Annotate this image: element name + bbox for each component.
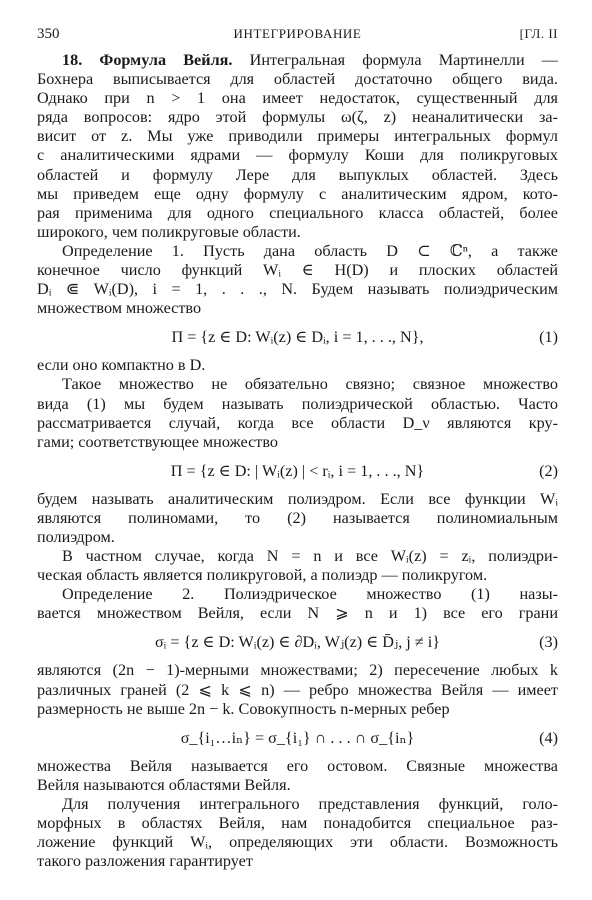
text-line: ложение функций Wᵢ, определяющих эти области. Возможность: [37, 833, 558, 852]
equation-number: (2): [539, 461, 558, 480]
paragraph-analytic-polyhedron: [37, 490, 558, 547]
text-line: вида (1) мы будем называть полиэдрической областью. Часто: [37, 394, 558, 413]
text-line: вается множеством Вейля, если N ⩾ n и 1) все его грани: [37, 604, 558, 623]
text-line: являются полиномами, то (2) называется полиномиальным: [37, 508, 558, 527]
page-body: [37, 51, 558, 871]
text-line: Определение 1. Пусть дана область D ⊂ ℂⁿ, а также: [62, 241, 558, 260]
text-line: рассматривается случай, когда все области D_ν являются кру-: [37, 413, 558, 432]
paragraph-weyl-formula: [37, 51, 558, 242]
equation-1: [37, 324, 558, 351]
paragraph-compact: [37, 356, 558, 375]
definition-1: [37, 242, 558, 318]
text-line: ческая область является поликруговой, а полиэдр — поликругом.: [37, 566, 488, 585]
text-line: будем называть аналитическим полиэдром. Если все функции Wᵢ: [37, 489, 558, 508]
text-line: размерность не выше 2n − k. Совокупность n-мерных ребер: [37, 699, 450, 718]
text-line: областей и формулу Лере для выпуклых областей. Здесь: [37, 165, 558, 184]
text-line: с аналитическими ядрами — формулу Коши для поликруговых: [37, 146, 558, 165]
chapter-label: [ГЛ. II: [519, 26, 558, 41]
text-line: мы приведем еще одну формулу с аналитическим ядром, кото-: [37, 184, 558, 203]
definition-2: [37, 585, 558, 623]
running-title: ИНТЕГРИРОВАНИЕ: [233, 26, 362, 41]
text-line: различных граней (2 ⩽ k ⩽ n) — ребро множества Вейля — имеет: [37, 680, 558, 699]
text-line: морфных в областях Вейля, нам понадобится специальное раз-: [37, 814, 558, 832]
text-line: множеством множество: [37, 299, 202, 318]
paragraph-special-case: [37, 547, 558, 585]
equation-formula: σ_{i₁…iₙ} = σ_{i₁} ∩ . . . ∩ σ_{iₙ}: [180, 728, 415, 747]
text-line: Такое множество не обязательно связно; связное множество: [62, 375, 558, 394]
text-line: Dᵢ ⋐ Wᵢ(D), i = 1, . . ., N. Будем называть полиэдрическим: [37, 280, 558, 299]
page-number: 350: [37, 26, 60, 42]
page-header: [37, 26, 558, 48]
equation-3: [37, 629, 558, 656]
paragraph-polyhedral-domain: [37, 375, 558, 451]
equation-number: (4): [539, 728, 558, 747]
text-line: если оно компактно в D.: [37, 356, 206, 375]
text-line: полиэдром.: [37, 527, 115, 546]
paragraph-skeleton: [37, 757, 558, 795]
text-line: В частном случае, когда N = n и все Wᵢ(z) = zᵢ, полиэдри-: [62, 547, 558, 566]
equation-formula: Π = {z ∈ D: Wᵢ(z) ∈ Dᵢ, i = 1, . . ., N},: [171, 328, 424, 347]
paragraph-faces: [37, 661, 558, 718]
text-line: Однако при n > 1 она имеет недостаток, существенный для: [37, 89, 558, 108]
text-line: являются (2n − 1)-мерными множествами; 2) пересечение любых k: [37, 661, 558, 680]
text-line: широкого, чем поликруговые области.: [37, 222, 301, 241]
text-line: Для получения интегрального представления функций, голо-: [62, 794, 558, 813]
paragraph-integral-representation: [37, 795, 558, 871]
equation-2: [37, 458, 558, 485]
equation-formula: σᵢ = {z ∈ D: Wᵢ(z) ∈ ∂Dᵢ, Wⱼ(z) ∈ D̄ⱼ, j ≠ i}: [154, 633, 441, 652]
section-heading: 18. Формула Вейля.: [62, 51, 233, 69]
text-line: висит от z. Мы уже приводили примеры интегральных формул: [37, 127, 558, 146]
equation-number: (3): [539, 633, 558, 652]
text-line: рая применима для одного специального класса областей, более: [37, 203, 558, 222]
equation-formula: Π = {z ∈ D: | Wᵢ(z) | < rᵢ, i = 1, . . ., N}: [170, 461, 425, 480]
text-line: 18. Формула Вейля. Интегральная формула Мартинелли —: [62, 51, 558, 69]
text-line: Бохнера выписывается для областей достаточно общего вида.: [37, 70, 558, 89]
equation-number: (1): [539, 328, 558, 347]
text-line: конечное число функций Wᵢ ∈ H(D) и плоских областей: [37, 261, 558, 280]
text-line: ряда вопросов: ядро этой формулы ω(ζ, z) неаналитически за-: [37, 108, 558, 127]
equation-4: [37, 725, 558, 752]
text-line: множества Вейля называется его остовом. Связные множества: [37, 756, 558, 775]
text-line: Вейля называются областями Вейля.: [37, 775, 291, 794]
text-line: Определение 2. Полиэдрическое множество (1) назы-: [62, 585, 558, 604]
text-line: такого разложения гарантирует: [37, 852, 253, 871]
text-line: гами; соответствующее множество: [37, 432, 278, 451]
